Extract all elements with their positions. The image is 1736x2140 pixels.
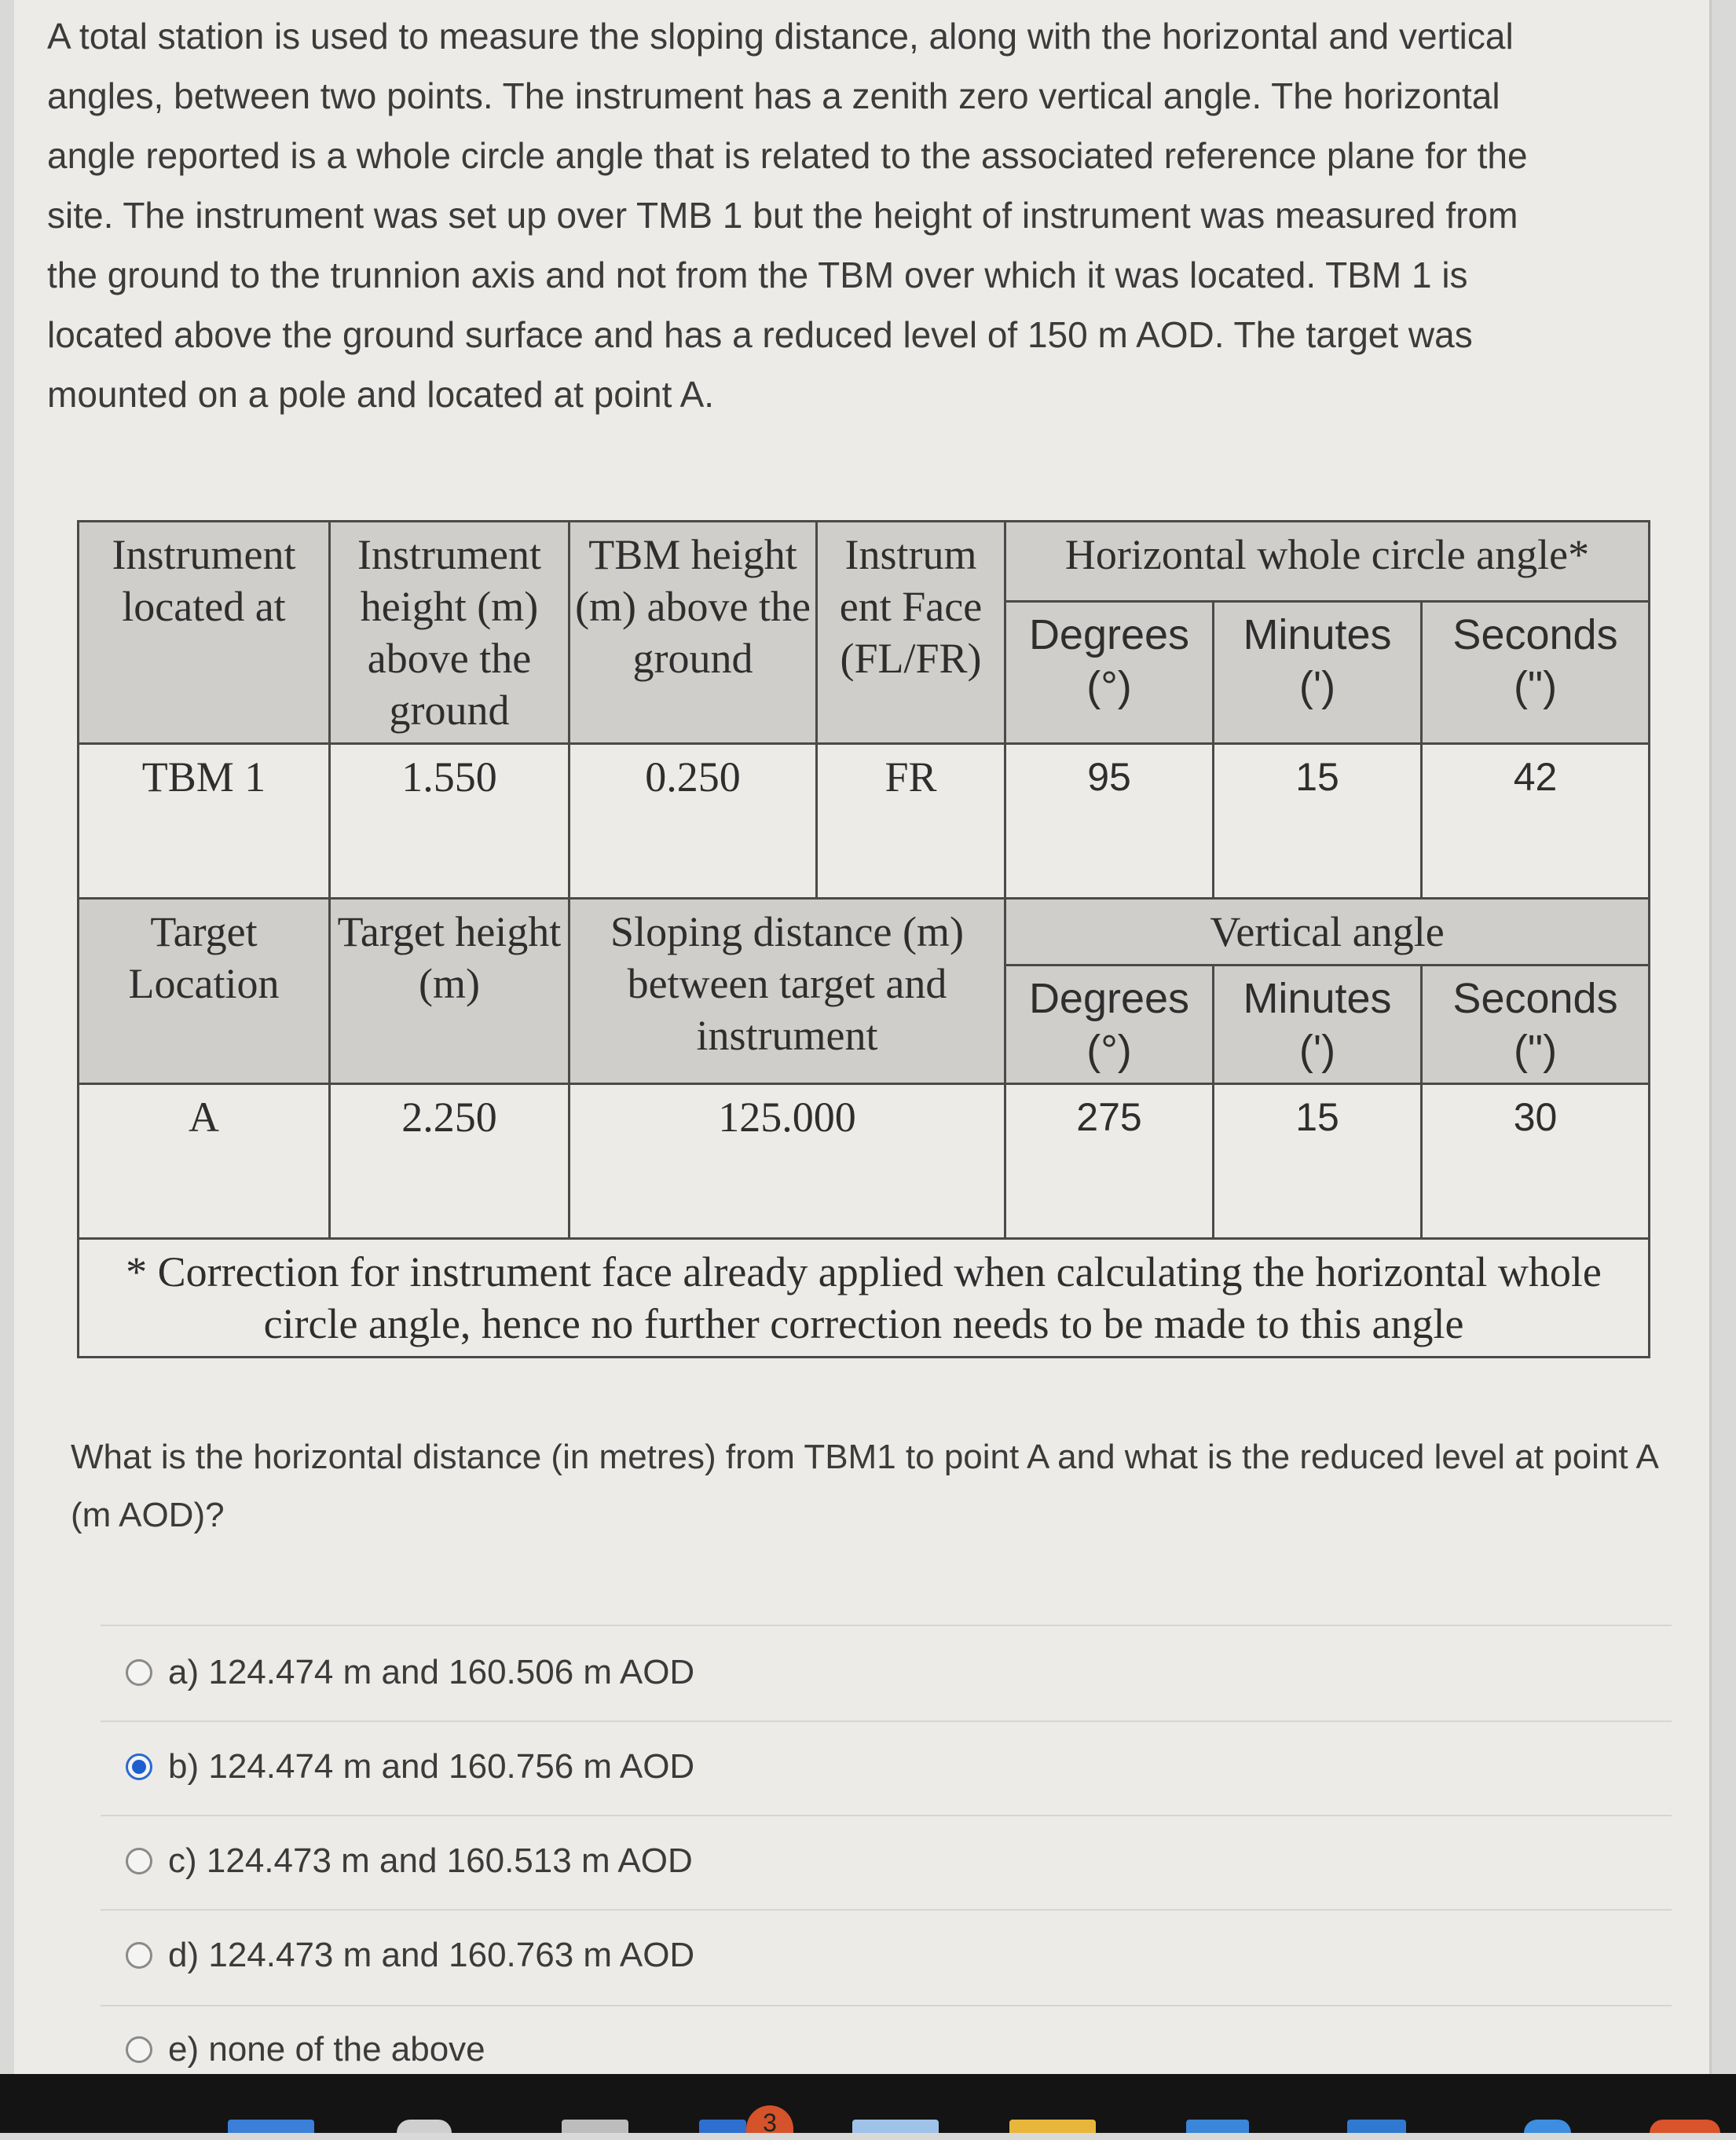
app-icon[interactable] — [699, 2120, 746, 2133]
answer-option-b[interactable] — [126, 1747, 694, 1786]
radio-button-selected[interactable] — [126, 1753, 152, 1780]
app-icon[interactable] — [1650, 2120, 1720, 2133]
radio-button[interactable] — [126, 1942, 152, 1969]
table-row — [79, 744, 1650, 899]
cell-hz-seconds: 42 — [1422, 744, 1650, 899]
header-instrument-located: Instrument located at — [79, 522, 330, 744]
option-label: a) 124.474 m and 160.506 m AOD — [168, 1653, 695, 1691]
taskbar — [0, 2074, 1736, 2137]
table-header-row — [79, 899, 1650, 966]
radio-button[interactable] — [126, 2036, 152, 2063]
table-footnote: * Correction for instrument face already applied when calculating the horizontal whole circle angle, hence no further correction needs to be made to this angle — [79, 1239, 1650, 1358]
answer-option-d[interactable] — [126, 1936, 694, 1975]
option-label: e) none of the above — [168, 2030, 485, 2069]
quiz-page — [14, 0, 1712, 2074]
header-v-minutes: Minutes (') — [1214, 966, 1422, 1084]
folder-icon[interactable] — [1009, 2120, 1096, 2133]
radio-button[interactable] — [126, 1848, 152, 1874]
header-horizontal-angle: Horizontal whole circle angle* — [1005, 522, 1650, 602]
header-hz-degrees: Degrees (°) — [1005, 601, 1214, 743]
header-target-height: Target height (m) — [330, 899, 570, 1084]
option-label: d) 124.473 m and 160.763 m AOD — [168, 1936, 695, 1974]
option-label: c) 124.473 m and 160.513 m AOD — [168, 1841, 693, 1880]
table-note-row — [79, 1239, 1650, 1358]
question-text: What is the horizontal distance (in metres) from TBM1 to point A and what is the reduced level at point A (m AOD)? — [71, 1438, 1657, 1534]
cell-instrument-face: FR — [817, 744, 1005, 899]
answer-option-c[interactable] — [126, 1841, 693, 1881]
option-label: b) 124.474 m and 160.756 m AOD — [168, 1747, 695, 1786]
divider — [101, 1625, 1672, 1626]
app-icon[interactable] — [228, 2120, 314, 2133]
divider — [101, 1909, 1672, 1911]
browser-icon[interactable] — [397, 2120, 452, 2133]
app-icon[interactable] — [562, 2120, 628, 2133]
table-header-row — [79, 522, 1650, 602]
app-icon[interactable] — [1186, 2120, 1249, 2133]
radio-button[interactable] — [126, 1659, 152, 1686]
cell-v-minutes: 15 — [1214, 1084, 1422, 1239]
divider — [101, 2005, 1672, 2006]
cell-v-degrees: 275 — [1005, 1084, 1214, 1239]
cell-tbm-height: 0.250 — [570, 744, 817, 899]
header-v-seconds: Seconds (") — [1422, 966, 1650, 1084]
divider — [101, 1815, 1672, 1816]
cell-hz-minutes: 15 — [1214, 744, 1422, 899]
divider — [101, 1720, 1672, 1722]
cell-instrument-height: 1.550 — [330, 744, 570, 899]
header-instrument-height: Instrument height (m) above the ground — [330, 522, 570, 744]
header-sloping-distance: Sloping distance (m) between target and instrument — [570, 899, 1005, 1084]
app-icon[interactable] — [852, 2120, 939, 2133]
header-tbm-height: TBM height (m) above the ground — [570, 522, 817, 744]
header-hz-minutes: Minutes (') — [1214, 601, 1422, 743]
app-icon[interactable] — [1524, 2120, 1571, 2133]
header-vertical-angle: Vertical angle — [1005, 899, 1650, 966]
header-instrument-face: Instrum ent Face (FL/FR) — [817, 522, 1005, 744]
app-icon[interactable] — [1347, 2120, 1406, 2133]
cell-target-height: 2.250 — [330, 1084, 570, 1239]
header-v-degrees: Degrees (°) — [1005, 966, 1214, 1084]
cell-sloping-distance: 125.000 — [570, 1084, 1005, 1239]
answer-option-a[interactable] — [126, 1653, 694, 1692]
notification-badge[interactable]: 3 — [746, 2105, 793, 2133]
cell-located: TBM 1 — [79, 744, 330, 899]
cell-hz-degrees: 95 — [1005, 744, 1214, 899]
answer-option-e[interactable] — [126, 2030, 485, 2069]
table-row — [79, 1084, 1650, 1239]
cell-v-seconds: 30 — [1422, 1084, 1650, 1239]
header-target-location: Target Location — [79, 899, 330, 1084]
cell-target-location: A — [79, 1084, 330, 1239]
header-hz-seconds: Seconds (") — [1422, 601, 1650, 743]
question-intro-text: A total station is used to measure the sloping distance, along with the horizontal and vertical angles, between two points. The instrument has a zenith zero vertical angle. The horizontal angle reported is a whole circle angle that is related to the associated reference plane for the site. The instrument was set up over TMB 1 but the height of instrument was measured from the ground to the trunnion axis and not from the TBM over which it was located. TBM 1 is located above the ground surface and has a reduced level of 150 m AOD. The target was mounted on a pole and located at point A. — [47, 16, 1528, 415]
survey-data-table — [77, 520, 1650, 1358]
